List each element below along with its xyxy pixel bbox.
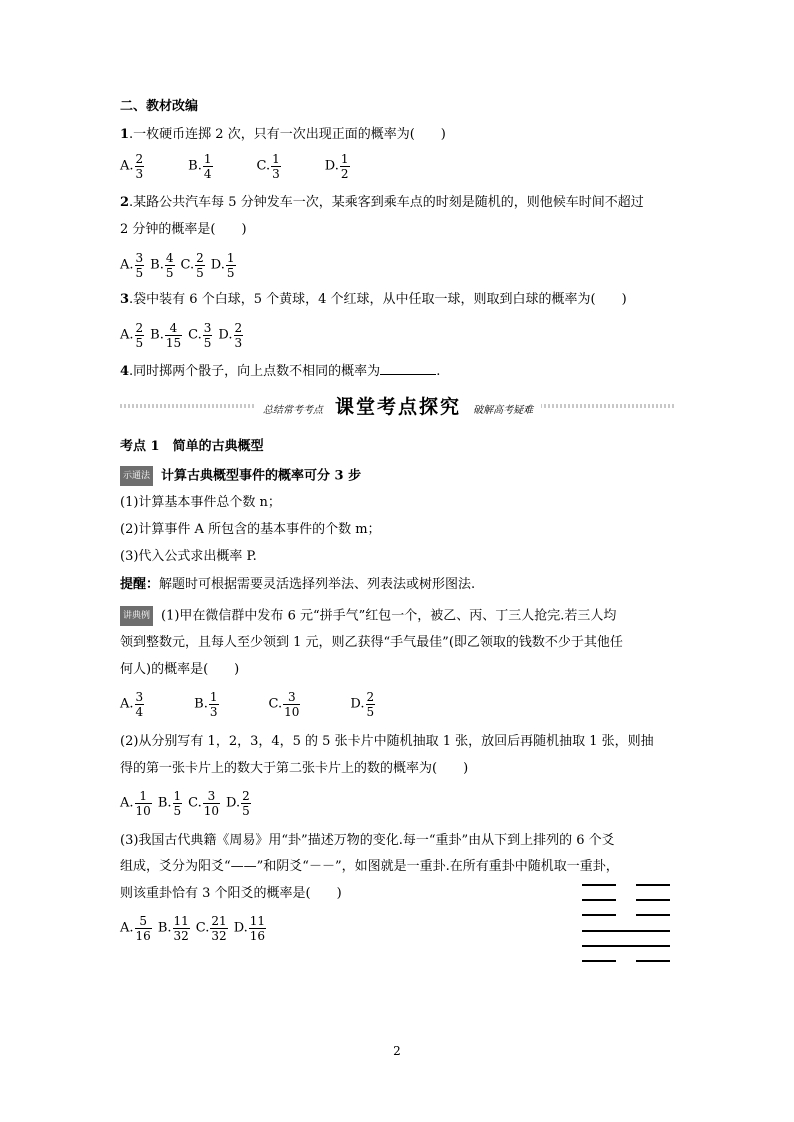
option-c <box>257 152 281 181</box>
topic-heading: 考点 1 简单的古典概型 <box>120 439 264 454</box>
option-letter: D. <box>226 795 241 811</box>
fraction-denominator: 4 <box>203 167 212 181</box>
method-tag: 示通法 <box>120 466 153 486</box>
fraction-denominator: 5 <box>366 705 375 719</box>
fraction-numerator: 5 <box>135 914 152 929</box>
fraction-numerator: 2 <box>196 251 204 265</box>
option-d <box>234 914 266 943</box>
question-4: 4.同时掷两个骰子，向上点数不相同的概率为 . <box>120 364 441 379</box>
fraction-denominator: 5 <box>173 804 182 818</box>
example-tag: 讲典例 <box>120 606 153 626</box>
option-fraction <box>135 789 152 818</box>
option-fraction <box>173 789 183 818</box>
fraction-numerator: 3 <box>203 789 220 804</box>
fraction-numerator: 2 <box>135 321 144 335</box>
fraction-numerator: 3 <box>135 251 144 265</box>
option-fraction <box>203 789 220 818</box>
fraction-denominator: 10 <box>135 804 151 818</box>
fraction-numerator: 4 <box>165 321 182 336</box>
option-fraction <box>165 321 182 350</box>
example-p2-line1: (2)从分别写有 1，2，3，4，5 的 5 张卡片中随机抽取 1 张，放回后再随机抽取 1 张，则抽 <box>120 734 654 749</box>
fraction-denominator: 5 <box>203 336 212 350</box>
options-row <box>120 914 272 943</box>
question-number: 3 <box>120 292 130 307</box>
section-heading: 二、教材改编 <box>120 99 199 114</box>
option-fraction <box>271 152 281 181</box>
banner-title: 课堂考点探究 <box>331 396 465 418</box>
option-fraction <box>234 321 244 350</box>
question-stem-continued: 2 分钟的概率是( ) <box>120 222 247 237</box>
option-fraction <box>135 690 145 719</box>
option-letter: C. <box>188 327 202 343</box>
option-letter: C. <box>188 795 202 811</box>
example-p3-line2: 组成，爻分为阳爻“——”和阴爻“－－”，如图就是一重卦.在所有重卦中随机取一重卦， <box>120 859 619 874</box>
options-row <box>120 690 425 719</box>
option-letter: C. <box>195 920 210 936</box>
question-1 <box>120 126 446 144</box>
fraction-denominator: 5 <box>135 266 144 280</box>
option-d <box>350 690 375 719</box>
fraction-numerator: 1 <box>209 690 218 704</box>
option-fraction <box>226 251 236 280</box>
option-d <box>211 251 236 280</box>
option-letter: D. <box>218 327 233 343</box>
option-letter: C. <box>180 257 195 273</box>
yin-line-right <box>636 884 670 886</box>
option-fraction <box>173 914 190 943</box>
fraction-denominator: 5 <box>196 266 204 280</box>
option-fraction <box>135 251 145 280</box>
option-fraction <box>203 152 213 181</box>
fraction-denominator: 5 <box>242 804 250 818</box>
options-row <box>120 789 257 818</box>
option-fraction <box>249 914 266 943</box>
step-1: (1)计算基本事件总个数 n； <box>120 495 281 510</box>
option-letter: D. <box>233 920 248 936</box>
option-c <box>269 690 301 719</box>
option-letter: A. <box>120 920 134 936</box>
tip-text: 解题时可根据需要灵活选择列举法、列表法或树形图法. <box>159 577 476 592</box>
option-d <box>218 321 243 350</box>
option-d <box>226 789 251 818</box>
fraction-denominator: 15 <box>165 336 182 350</box>
fraction-numerator: 21 <box>211 914 227 928</box>
step-3: (3)代入公式求出概率 P. <box>120 549 257 564</box>
options-row <box>120 321 249 350</box>
option-fraction <box>283 690 300 719</box>
fraction-numerator: 2 <box>135 152 144 166</box>
fraction-denominator: 16 <box>135 929 151 943</box>
fraction-numerator: 1 <box>135 789 152 804</box>
option-b <box>150 251 174 280</box>
fraction-numerator: 1 <box>203 152 212 166</box>
fraction-numerator: 11 <box>249 914 266 928</box>
method-title: 计算古典概型事件的概率可分 3 步 <box>161 468 362 484</box>
option-letter: B. <box>150 257 164 273</box>
example-p1-line3: 何人)的概率是( ) <box>120 662 240 677</box>
fraction-denominator: 10 <box>284 705 300 719</box>
option-letter: D. <box>350 696 365 712</box>
tip-label: 提醒： <box>120 577 160 592</box>
question-stem: .同时掷两个骰子，向上点数不相同的概率为 <box>129 364 381 379</box>
yang-line <box>582 930 670 932</box>
fraction-denominator: 5 <box>226 266 235 280</box>
step-2: (2)计算事件 A 所包含的基本事件的个数 m； <box>120 522 381 537</box>
option-b <box>188 152 212 181</box>
yin-line-left <box>582 960 616 962</box>
question-2 <box>120 194 644 212</box>
yin-line-right <box>636 960 670 962</box>
option-fraction <box>210 914 227 943</box>
fraction-numerator: 11 <box>173 914 189 928</box>
option-letter: A. <box>120 327 134 343</box>
option-letter: B. <box>194 696 208 712</box>
fraction-numerator: 1 <box>272 152 280 166</box>
options-row <box>120 251 242 280</box>
option-c <box>181 251 205 280</box>
option-letter: A. <box>120 696 134 712</box>
option-letter: A. <box>120 257 134 273</box>
banner-right-text: 破解高考疑难 <box>469 405 537 416</box>
banner-left-text: 总结常考考点 <box>259 405 327 416</box>
option-fraction <box>209 690 219 719</box>
fraction-numerator: 3 <box>203 321 212 335</box>
yin-line-right <box>636 899 670 901</box>
option-c <box>196 914 228 943</box>
fraction-numerator: 1 <box>226 251 235 265</box>
yin-line-left <box>582 914 616 916</box>
fraction-denominator: 3 <box>135 167 144 181</box>
option-fraction <box>135 321 145 350</box>
fraction-numerator: 1 <box>173 789 182 803</box>
section-banner <box>120 392 676 420</box>
option-letter: A. <box>120 158 134 174</box>
fraction-denominator: 5 <box>135 336 144 350</box>
question-stem: .袋中装有 6 个白球，5 个黄球，4 个红球，从中任取一球，则取到白球的概率为( ) <box>129 292 627 307</box>
yin-line-left <box>582 884 616 886</box>
option-c <box>188 789 220 818</box>
question-stem: .一枚硬币连掷 2 次，只有一次出现正面的概率为( ) <box>129 127 446 142</box>
option-fraction <box>195 251 205 280</box>
page-number: 2 <box>393 1044 401 1058</box>
fraction-numerator: 1 <box>340 152 349 166</box>
option-letter: D. <box>324 158 339 174</box>
fraction-denominator: 10 <box>203 804 220 818</box>
fraction-denominator: 16 <box>249 929 266 943</box>
option-fraction <box>340 152 350 181</box>
fraction-numerator: 2 <box>242 789 250 803</box>
fraction-numerator: 4 <box>165 251 174 265</box>
tip <box>120 576 475 594</box>
fraction-numerator: 2 <box>234 321 243 335</box>
example-p1-line2: 领到整数元，且每人至少领到 1 元，则乙获得“手气最佳”(即乙领取的钱数不少于其他任 <box>120 635 623 650</box>
question-3 <box>120 291 627 309</box>
option-a <box>120 321 144 350</box>
fraction-denominator: 3 <box>234 336 243 350</box>
fraction-denominator: 3 <box>209 705 218 719</box>
option-a <box>120 251 144 280</box>
option-a <box>120 152 144 181</box>
question-number: 4 <box>120 364 130 379</box>
question-stem: .某路公共汽车每 5 分钟发车一次，某乘客到乘车点的时刻是随机的，则他候车时间不超过 <box>129 195 644 210</box>
option-a <box>120 690 144 719</box>
option-letter: B. <box>188 158 202 174</box>
option-a <box>120 914 152 943</box>
option-c <box>188 321 212 350</box>
option-letter: C. <box>256 158 271 174</box>
fraction-denominator: 4 <box>135 705 144 719</box>
fraction-denominator: 32 <box>211 929 227 943</box>
option-b <box>194 690 218 719</box>
example-p1: 讲典例 (1)甲在微信群中发布 6 元“拼手气”红包一个，被乙、丙、丁三人抢完.若三人均 <box>120 606 616 626</box>
fraction-denominator: 2 <box>340 167 349 181</box>
option-letter: D. <box>210 257 225 273</box>
hexagram-figure <box>582 884 670 964</box>
question-number: 2 <box>120 195 130 210</box>
yin-line-left <box>582 899 616 901</box>
fraction-denominator: 3 <box>272 167 280 181</box>
yang-line <box>582 945 670 947</box>
option-fraction <box>366 690 376 719</box>
method-row <box>120 466 361 486</box>
option-fraction <box>241 789 251 818</box>
option-letter: B. <box>150 327 164 343</box>
fraction-numerator: 2 <box>366 690 375 704</box>
example-p2-line2: 得的第一张卡片上的数大于第二张卡片上的数的概率为( ) <box>120 761 469 776</box>
option-d <box>325 152 350 181</box>
option-fraction <box>135 914 152 943</box>
option-letter: C. <box>268 696 283 712</box>
yin-line-right <box>636 914 670 916</box>
fraction-denominator: 5 <box>165 266 174 280</box>
fraction-numerator: 3 <box>283 690 300 705</box>
option-b <box>150 321 182 350</box>
option-fraction <box>135 152 145 181</box>
option-fraction <box>203 321 213 350</box>
option-letter: B. <box>157 920 172 936</box>
options-row <box>120 152 394 181</box>
option-a <box>120 789 152 818</box>
fraction-numerator: 3 <box>135 690 144 704</box>
question-number: 1 <box>120 127 130 142</box>
option-letter: A. <box>120 795 134 811</box>
option-b <box>158 789 182 818</box>
example-p3-line3: 则该重卦恰有 3 个阳爻的概率是( ) <box>120 886 342 901</box>
option-letter: B. <box>157 795 172 811</box>
option-b <box>158 914 190 943</box>
example-p3-line1: (3)我国古代典籍《周易》用“卦”描述万物的变化.每一“重卦”由从下到上排列的 6 个爻 <box>120 833 615 848</box>
answer-blank <box>380 362 436 375</box>
option-fraction <box>165 251 175 280</box>
fraction-denominator: 32 <box>173 929 189 943</box>
